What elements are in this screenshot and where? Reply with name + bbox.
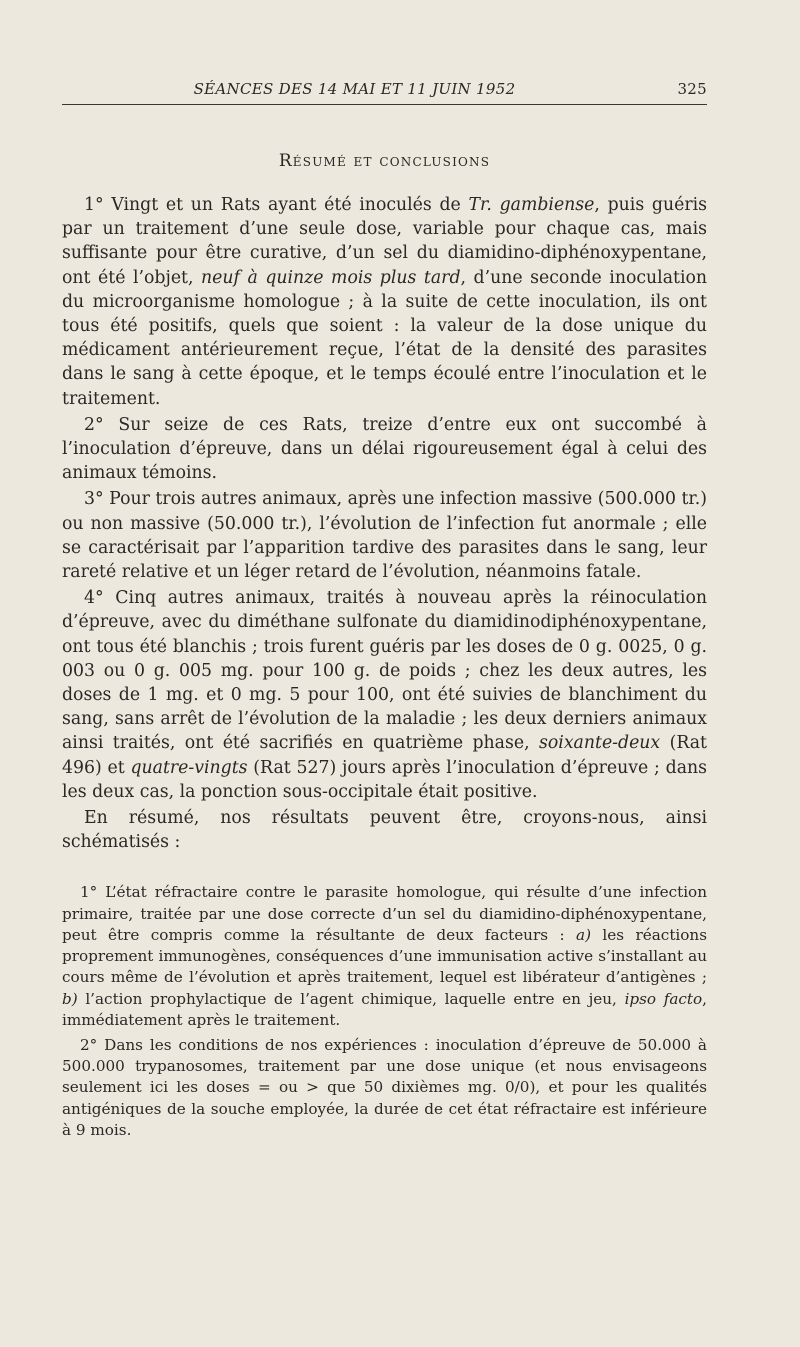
conclusion-1-italic-a: a)	[576, 925, 591, 944]
running-header	[62, 76, 707, 102]
paragraph-4-mid: (Rat 496) et	[62, 733, 707, 778]
conclusion-1-italic-ipso: ipso facto	[624, 989, 703, 1008]
conclusion-1-mid: les réactions proprement immunogènes, conséquences d’une immunisation active s’installant au cours même de l’évolution et après traitement, lequel est libérateur d’antigènes ;	[62, 925, 707, 987]
conclusion-1-mid2: l’action prophylactique de l’agent chimique, laquelle entre en jeu,	[77, 989, 625, 1008]
paragraph-3: 3° Pour trois autres animaux, après une infection massive (500.000 tr.) ou non massive (50.000 tr.), l’évolution de l’infection fut anormale ; elle se caractérisait par l’apparition tardive des parasites dans le sang, leur rareté relative et un léger retard de l’évolution, néanmoins fatale.	[62, 489, 707, 583]
page	[62, 76, 707, 1141]
paragraph-4-lead: 4° Cinq autres animaux, traités à nouveau après la réinoculation d’épreuve, avec du diméthane sulfonate du diamidinodiphénoxypentane, ont tous été blanchis ; trois furent guéris par les doses de 0 g. 0025, 0 g. 003 ou 0 g. 005 mg. pour 100 g. de poids ; chez les deux autres, les doses de 1 mg. et 0 mg. 5 pour 100, ont été suivies de blanchiment du sang, sans arrêt de l’évolution de la maladie ; les deux derniers animaux ainsi traités, ont été sacrifiés en quatrième phase,	[62, 588, 707, 754]
paragraph-1-italic-species: Tr. gambiense	[468, 195, 595, 215]
conclusion-1	[62, 882, 707, 1030]
paragraph-2: 2° Sur seize de ces Rats, treize d’entre eux ont succombé à l’inoculation d’épreuve, dans un délai rigoureusement égal à celui des animaux témoins.	[62, 414, 707, 484]
paragraph-1	[62, 193, 707, 411]
conclusion-2: 2° Dans les conditions de nos expériences : inoculation d’épreuve de 50.000 à 500.000 trypanosomes, traitement par une dose unique (et nous envisageons seulement ici les doses = ou > que 50 dixièmes mg. 0/0), et pour les qualités antigéniques de la souche employée, la durée de cet état réfractaire est inférieure à 9 mois.	[62, 1035, 707, 1139]
header-rule	[62, 104, 707, 105]
paragraph-1-lead: 1° Vingt et un Rats ayant été inoculés de	[84, 195, 469, 215]
paragraph-4-tail: (Rat 527) jours après l’inoculation d’épreuve ; dans les deux cas, la ponction sous-occipitale était positive.	[62, 757, 707, 802]
running-title: SÉANCES DES 14 MAI ET 11 JUIN 1952	[193, 80, 516, 98]
paragraph-1-mid: , puis guéris par un traitement d’une seule dose, variable pour chaque cas, mais suffisante pour être curative, d’un sel du diamidino-diphénoxypentane, ont été l’objet,	[62, 195, 707, 288]
conclusion-1-tail: , immédiatement après le traitement.	[62, 989, 707, 1029]
paragraph-1-italic-delay: neuf à quinze mois plus tard	[201, 267, 461, 288]
paragraph-4-italic-80: quatre-vingts	[130, 757, 248, 778]
conclusion-1-lead: 1° L’état réfractaire contre le parasite homologue, qui résulte d’une infection primaire, traitée par une dose correcte d’un sel du diamidino-diphénoxypentane, peut être compris comme la résultante de deux facteurs :	[62, 883, 707, 944]
conclusions-block	[62, 882, 707, 1140]
paragraph-4-italic-62: soixante-deux	[539, 733, 661, 754]
page-number: 325	[677, 80, 707, 98]
paragraph-1-tail: , d’une seconde inoculation du microorganisme homologue ; à la suite de cette inoculation, ils ont tous été positifs, quels que soient : la valeur de la dose unique du médicament antérieurement reçue, l’état de la densité des parasites dans le sang à cette époque, et le temps écoulé entre l’inoculation et le traitement.	[62, 267, 707, 409]
paragraph-4	[62, 586, 707, 804]
paragraph-summary: En résumé, nos résultats peuvent être, croyons-nous, ainsi schématisés :	[62, 808, 707, 853]
conclusion-1-italic-b: b)	[62, 989, 78, 1008]
section-title: Résumé et conclusions	[278, 151, 491, 171]
